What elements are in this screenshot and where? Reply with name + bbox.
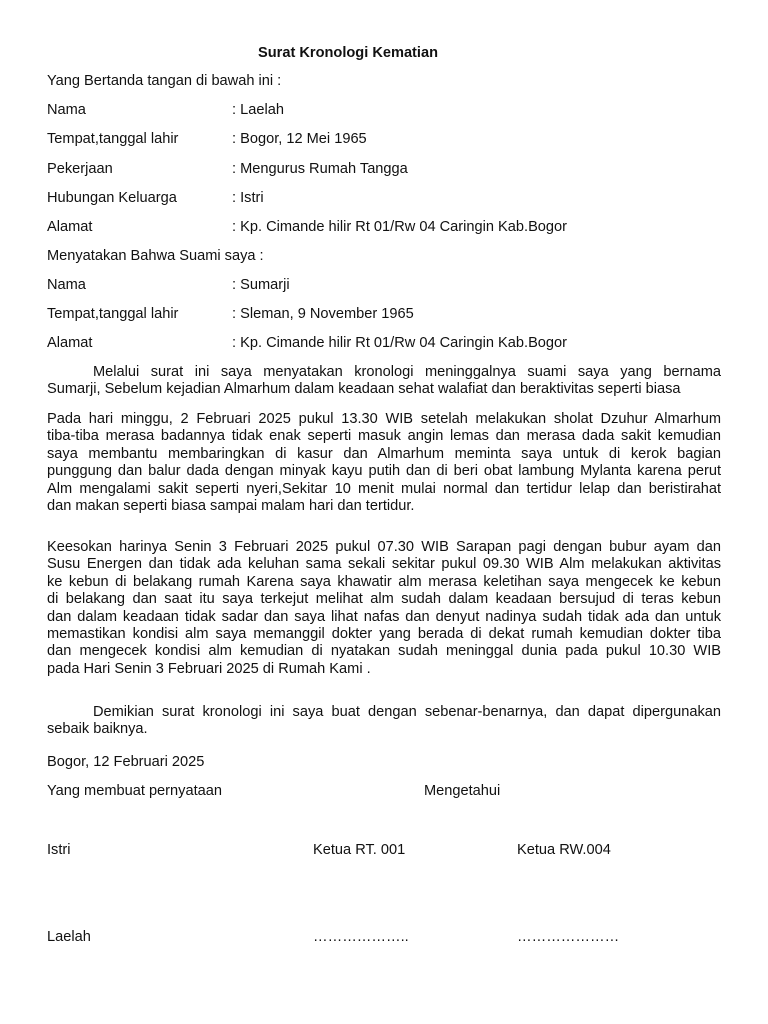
paragraph-sunday-events: [47, 411, 721, 515]
paragraph-line: saya membantu membaringkan di kasur dan Almarhum meminta saya untuk di kerok bagian: [47, 445, 721, 462]
husband-birth-label: Tempat,tanggal lahir: [47, 306, 179, 322]
paragraph-closing: [47, 704, 721, 739]
signer-name-label: Nama: [47, 102, 86, 118]
letter-title: Surat Kronologi Kematian: [258, 45, 439, 61]
rt-signature-placeholder: ………………..: [313, 929, 409, 945]
paragraph-line: pada Hari Senin 3 Februari 2025 di Rumah Kami .: [47, 660, 371, 677]
paragraph-statement: [47, 364, 721, 399]
husband-name-value: : Sumarji: [232, 277, 290, 293]
signer-birth-value: : Bogor, 12 Mei 1965: [232, 131, 367, 147]
paragraph-line: tiba-tiba merasa badannya tidak enak seperti masuk angin lemas dan merasa dada sakit kemudian: [47, 428, 721, 445]
signer-job-label: Pekerjaan: [47, 161, 113, 177]
paragraph-monday-events: [47, 539, 721, 678]
signer-birth-label: Tempat,tanggal lahir: [47, 131, 179, 147]
paragraph-line: memastikan kondisi alm saya memanggil dokter yang berada di dekat rumah kemudian dokter tiba: [47, 626, 721, 643]
paragraph-line: dan dalam keadaan tidak sadar dan saya lihat nafas dan denyut nadinya sudah tidak ada dan untuk: [47, 608, 721, 625]
paragraph-line: Susu Energen dan tidak ada keluhan sama sekali sekitar pukul 09.30 WIB Alm melakukan aktivitas: [47, 556, 721, 573]
husband-birth-value: : Sleman, 9 November 1965: [232, 306, 414, 322]
husband-name-label: Nama: [47, 277, 86, 293]
paragraph-line: Demikian surat kronologi ini saya buat dengan sebenar-benarnya, dan dapat dipergunakan: [93, 704, 721, 720]
signer-job-value: : Mengurus Rumah Tangga: [232, 161, 408, 177]
husband-address-label: Alamat: [47, 335, 93, 351]
paragraph-line: dan mengecek kondisi alm kemudian di nyatakan sudah meninggal dunia pada pukul 10.30 WIB: [47, 643, 721, 660]
rw-signature-placeholder: …………………: [517, 929, 620, 945]
declare-text: Menyatakan Bahwa Suami saya :: [47, 248, 264, 264]
paragraph-line: sebaik baiknya.: [47, 721, 148, 738]
signer-role: Istri: [47, 842, 71, 858]
signer-signature-name: Laelah: [47, 929, 91, 945]
rt-role: Ketua RT. 001: [313, 842, 406, 858]
paragraph-line: Keesokan harinya Senin 3 Februari 2025 pukul 07.30 WIB Sarapan pagi dengan bubur ayam dan: [47, 539, 721, 555]
signer-name-value: : Laelah: [232, 102, 284, 118]
intro-text: Yang Bertanda tangan di bawah ini :: [47, 73, 282, 89]
rw-role: Ketua RW.004: [517, 842, 611, 858]
signer-relation-label: Hubungan Keluarga: [47, 190, 177, 206]
place-date: Bogor, 12 Februari 2025: [47, 754, 205, 770]
paragraph-line: ke kebun di belakang rumah Karena saya khawatir alm merasa keletihan saya mengecek ke kebun: [47, 573, 721, 590]
paragraph-line: Sumarji, Sebelum kejadian Almarhum dalam keadaan sehat walafiat dan beraktivitas seperti biasa: [47, 381, 681, 398]
husband-address-value: : Kp. Cimande hilir Rt 01/Rw 04 Caringin Kab.Bogor: [232, 335, 568, 351]
signer-address-value: : Kp. Cimande hilir Rt 01/Rw 04 Caringin Kab.Bogor: [232, 219, 568, 235]
paragraph-line: Melalui surat ini saya menyatakan kronologi meninggalnya suami saya yang bernama: [93, 364, 721, 380]
maker-label: Yang membuat pernyataan: [47, 783, 222, 799]
paragraph-line: Alm mengalami sakit seperti nyeri,Sekitar 10 menit mulai normal dan tertidur lelap dan beristirahat: [47, 480, 721, 497]
signer-address-label: Alamat: [47, 219, 93, 235]
paragraph-line: dan makan seperti biasa sampai malam hari dan tertidur.: [47, 498, 415, 515]
signer-relation-value: : Istri: [232, 190, 264, 206]
paragraph-line: di belakang dan saat itu saya terkejut melihat alm sudah dalam keadaan bersujud di teras kebun: [47, 591, 721, 608]
acknowledge-label: Mengetahui: [424, 783, 501, 799]
paragraph-line: Pada hari minggu, 2 Februari 2025 pukul 13.30 WIB setelah melakukan sholat Dzuhur Almarhum: [47, 411, 721, 427]
paragraph-line: punggung dan balur dada dengan minyak kayu putih dan di beri obat lambung Mylanta karena perut: [47, 463, 721, 480]
